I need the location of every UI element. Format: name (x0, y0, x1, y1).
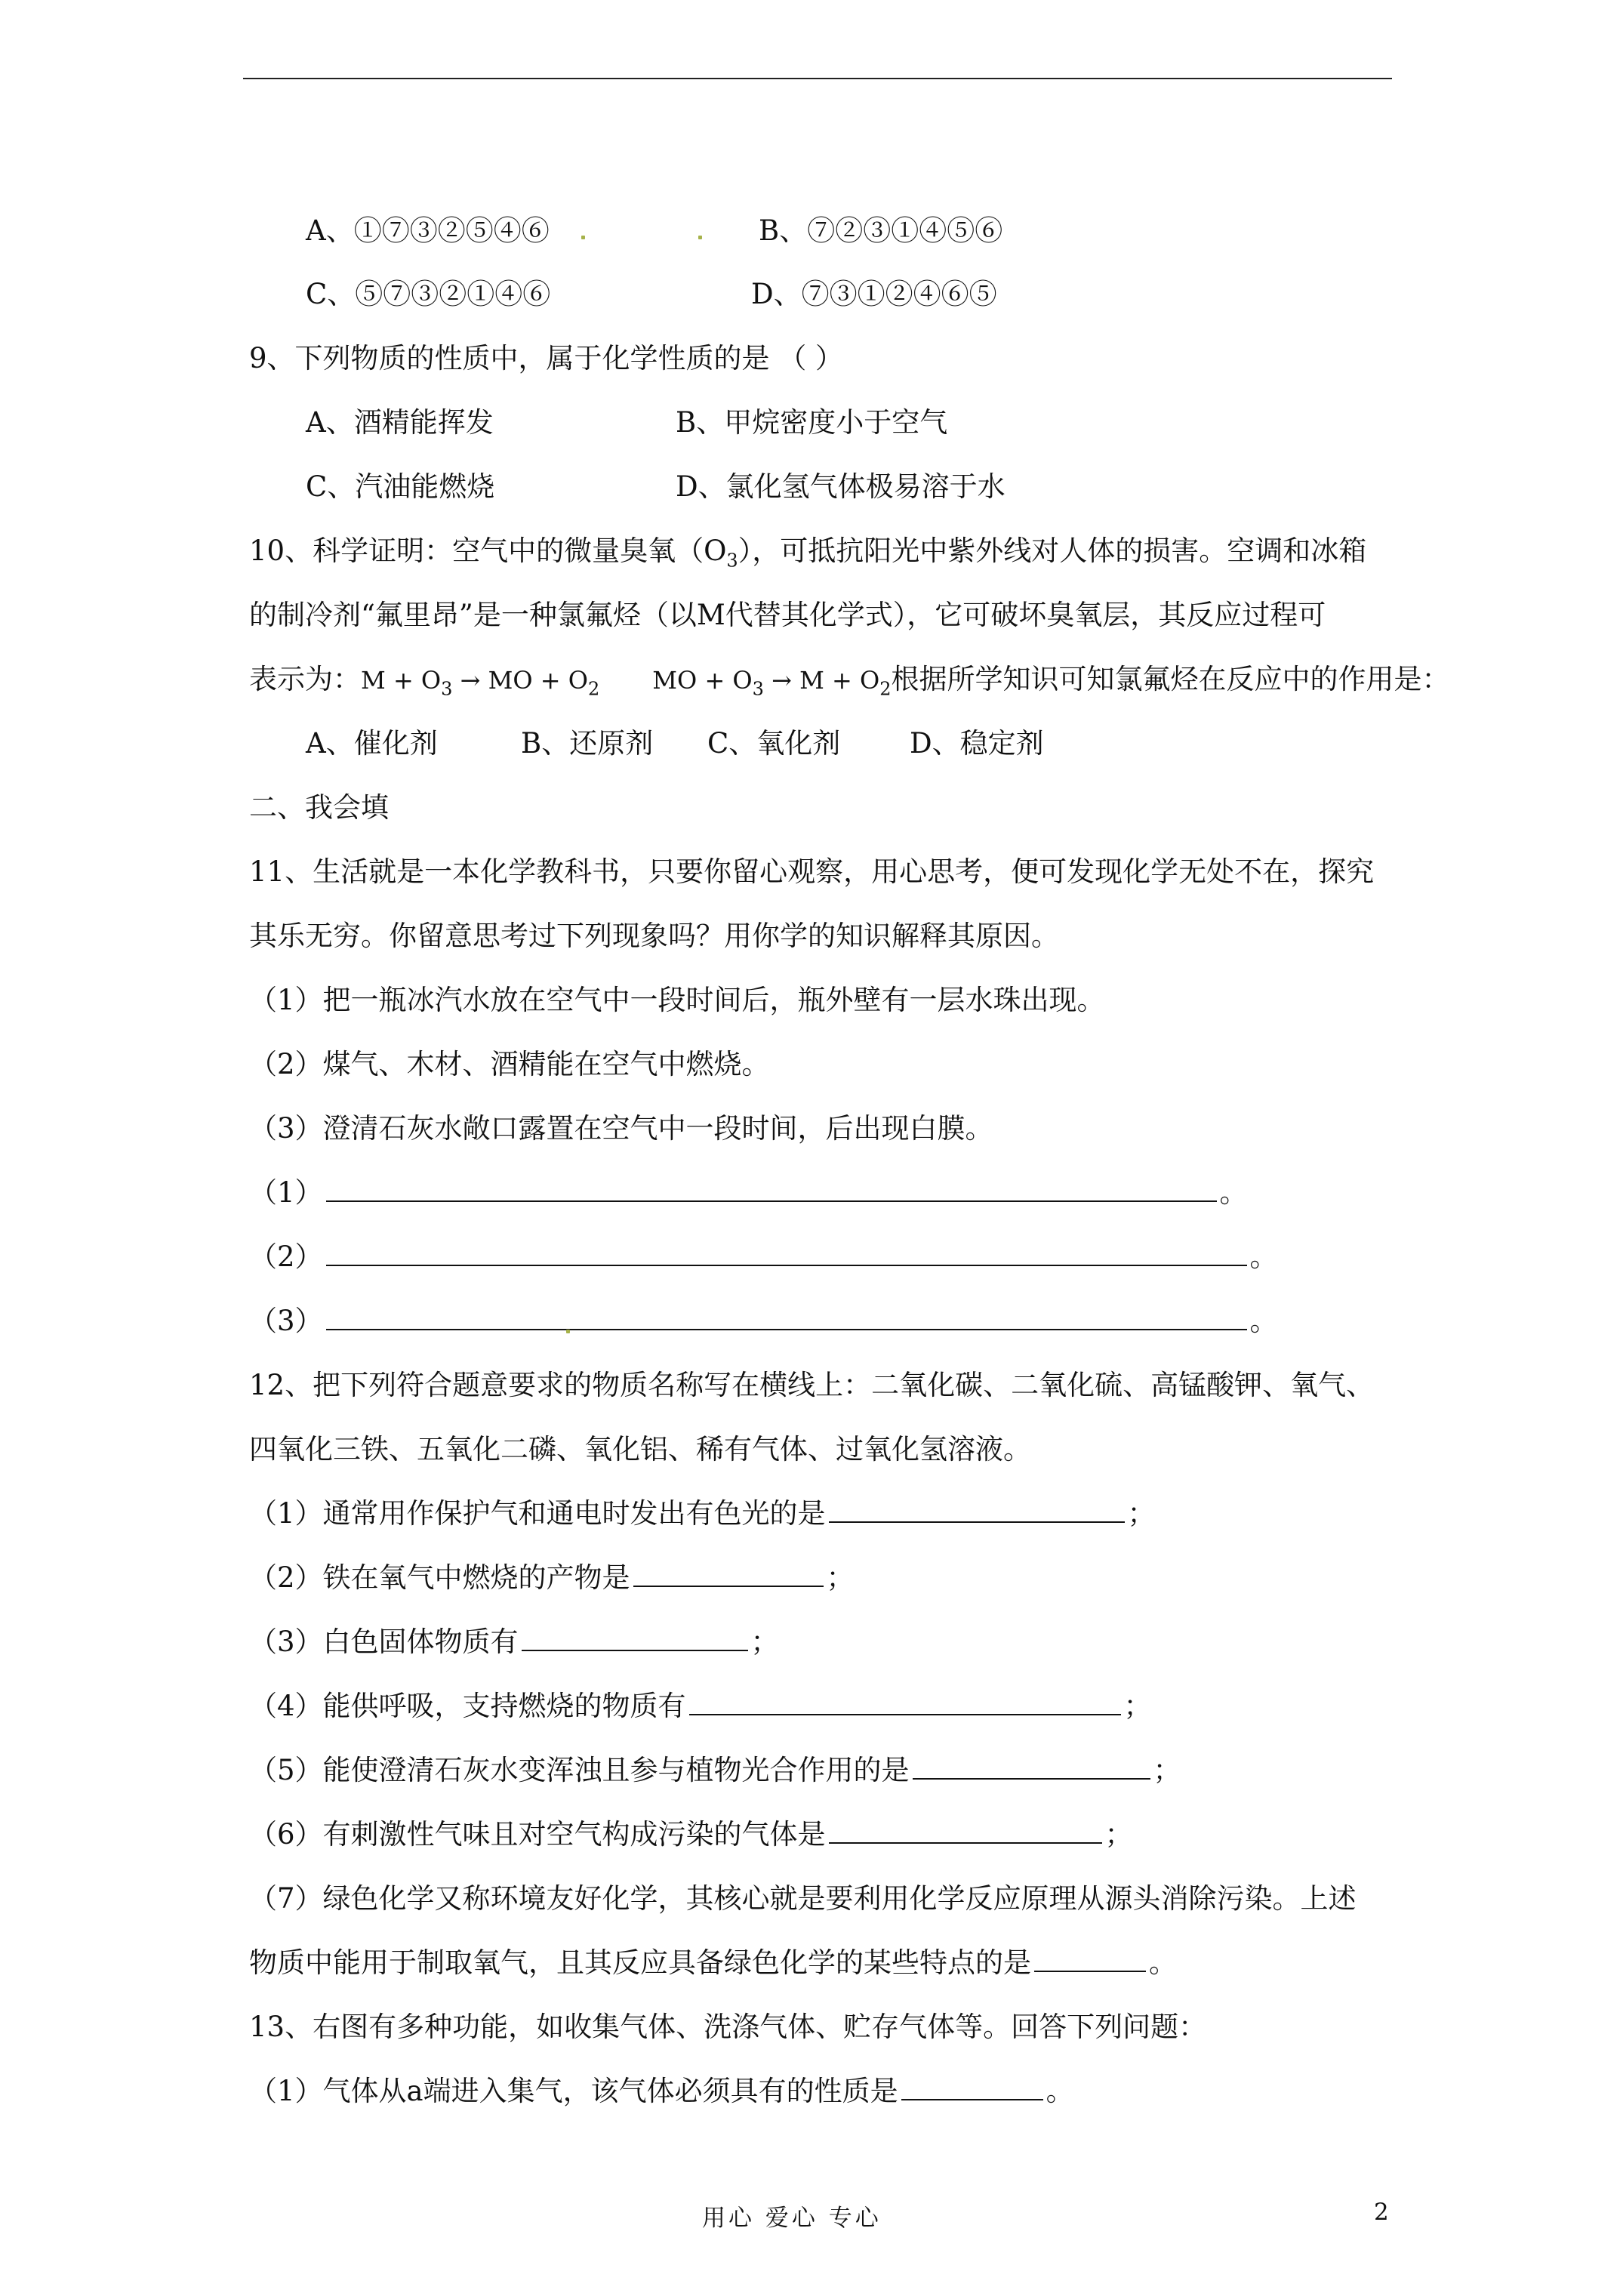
punctuation: ； (1127, 1497, 1156, 1530)
punctuation: 。 (1046, 2075, 1074, 2107)
q12-item-7-line-1: （7）绿色化学又称环境友好化学，其核心就是要利用化学反应原理从源头消除污染。上述 (249, 1882, 1357, 1915)
q12-item-2 (249, 1561, 855, 1595)
q11-line-1: 11、生活就是一本化学教科书，只要你留心观察，用心思考，便可发现化学无处不在，探究 (249, 855, 1375, 888)
q8-option-c: C、⑤⑦③②①④⑥ (306, 278, 551, 310)
punctuation: 。 (1249, 1240, 1278, 1273)
q9-stem: 9、下列物质的性质中，属于化学性质的是 （ ） (249, 342, 844, 374)
q11-line-2: 其乐无穷。你留意思考过下列现象吗？用你学的知识解释其原因。 (249, 920, 1059, 952)
q11-item-3: （3）澄清石灰水敞口露置在空气中一段时间，后出现白膜。 (249, 1112, 993, 1145)
q10-text: ），可抵抗阳光中紫外线对人体的损害。空调和冰箱 (738, 535, 1367, 567)
q8-option-b: B、⑦②③①④⑤⑥ (759, 214, 1003, 247)
punctuation: ； (1104, 1818, 1133, 1851)
q10-option-b: B、还原剂 (521, 727, 654, 760)
item-text: （6）有刺激性气味且对空气构成污染的气体是 (249, 1818, 826, 1851)
item-number: （1） (249, 1176, 323, 1209)
q12-item-4 (249, 1689, 1152, 1724)
item-number: （2） (249, 1240, 323, 1273)
q12-line-2: 四氧化三铁、五氧化二磷、氧化铝、稀有气体、过氧化氢溶液。 (249, 1433, 1031, 1465)
q12-item-3 (249, 1625, 779, 1660)
q10-text: 根据所学知识可知氯氟烃在反应中的作用是： (891, 663, 1450, 695)
answer-blank[interactable] (829, 1820, 1102, 1844)
header-rule (243, 78, 1392, 79)
q11-answer-1 (249, 1176, 1248, 1210)
answer-blank[interactable] (913, 1755, 1150, 1780)
footer-motto: 用心 爱心 专心 (702, 2205, 882, 2232)
q11-item-1: （1）把一瓶冰汽水放在空气中一段时间后，瓶外壁有一层水珠出现。 (249, 984, 1105, 1016)
q10-line-2: 的制冷剂“氟里昂”是一种氯氟烃（以M代替其化学式），它可破坏臭氧层，其反应过程可 (249, 599, 1326, 631)
punctuation: 。 (1219, 1176, 1248, 1209)
subscript: 2 (587, 678, 600, 700)
q8-option-a: A、①⑦③②⑤④⑥ (306, 214, 550, 247)
item-number: （3） (249, 1305, 323, 1337)
q8-option-d: D、⑦③①②④⑥⑤ (751, 278, 997, 310)
subscript: 3 (726, 550, 738, 572)
answer-blank[interactable] (901, 2076, 1043, 2100)
subscript: 2 (879, 678, 892, 700)
punctuation: ； (1123, 1690, 1152, 1722)
answer-blank[interactable] (326, 1178, 1217, 1202)
punctuation: 。 (1249, 1305, 1278, 1337)
page-number: 2 (1374, 2199, 1389, 2226)
answer-blank[interactable] (633, 1563, 824, 1587)
punctuation: ； (750, 1626, 779, 1658)
answer-blank[interactable] (326, 1242, 1247, 1266)
q9-option-a: A、酒精能挥发 (306, 406, 494, 439)
item-text: （2）铁在氧气中燃烧的产物是 (249, 1561, 630, 1594)
punctuation: ； (826, 1561, 855, 1594)
q12-item-5 (249, 1753, 1181, 1788)
q9-option-d: D、氯化氢气体极易溶于水 (676, 470, 1006, 503)
q10-text: 10、科学证明：空气中的微量臭氧（O (249, 535, 727, 567)
section-title: 二、我会填 (249, 791, 389, 824)
subscript: 3 (441, 678, 453, 700)
q13-item-1 (249, 2074, 1074, 2109)
subscript: 3 (752, 678, 764, 700)
item-text: （1）通常用作保护气和通电时发出有色光的是 (249, 1497, 826, 1530)
q12-item-7-line-2 (249, 1946, 1177, 1980)
speck-mark (581, 236, 585, 239)
q10-option-c: C、氧化剂 (707, 727, 841, 760)
q12-item-1 (249, 1496, 1156, 1531)
reaction-2: MO + O (652, 666, 753, 695)
q9-option-c: C、汽油能燃烧 (306, 470, 495, 503)
q10-line-3 (249, 662, 1450, 706)
q11-answer-2 (249, 1240, 1278, 1274)
q10-option-a: A、催化剂 (306, 727, 438, 760)
item-text: （1）气体从a端进入集气，该气体必须具有的性质是 (249, 2075, 898, 2107)
answer-blank[interactable] (1034, 1948, 1146, 1972)
answer-blank[interactable] (689, 1691, 1121, 1715)
q12-line-1: 12、把下列符合题意要求的物质名称写在横线上：二氧化碳、二氧化硫、高锰酸钾、氧气、 (249, 1369, 1375, 1401)
punctuation: ； (1153, 1754, 1181, 1786)
item-text: 物质中能用于制取氧气，且其反应具备绿色化学的某些特点的是 (249, 1946, 1031, 1979)
punctuation: 。 (1149, 1946, 1177, 1979)
q9-option-b: B、甲烷密度小于空气 (676, 406, 948, 439)
answer-blank[interactable] (829, 1499, 1125, 1523)
item-text: （4）能供呼吸，支持燃烧的物质有 (249, 1690, 686, 1722)
q13-line-1: 13、右图有多种功能，如收集气体、洗涤气体、贮存气体等。回答下列问题： (249, 2011, 1207, 2043)
item-text: （3）白色固体物质有 (249, 1626, 519, 1658)
q11-answer-3 (249, 1304, 1278, 1339)
q11-item-2: （2）煤气、木材、酒精能在空气中燃烧。 (249, 1048, 770, 1080)
q10-line-1 (249, 534, 1366, 578)
answer-blank[interactable] (522, 1627, 748, 1651)
answer-blank[interactable] (326, 1306, 1247, 1330)
item-text: （5）能使澄清石灰水变浑浊且参与植物光合作用的是 (249, 1754, 910, 1786)
speck-mark (698, 236, 702, 239)
q10-option-d: D、稳定剂 (910, 727, 1044, 760)
speck-mark (566, 1330, 570, 1333)
reaction-1: → MO + O (452, 666, 588, 695)
reaction-1: M + O (361, 666, 442, 695)
q10-text: 表示为： (249, 663, 361, 695)
reaction-2: → M + O (763, 666, 880, 695)
q12-item-6 (249, 1817, 1133, 1852)
